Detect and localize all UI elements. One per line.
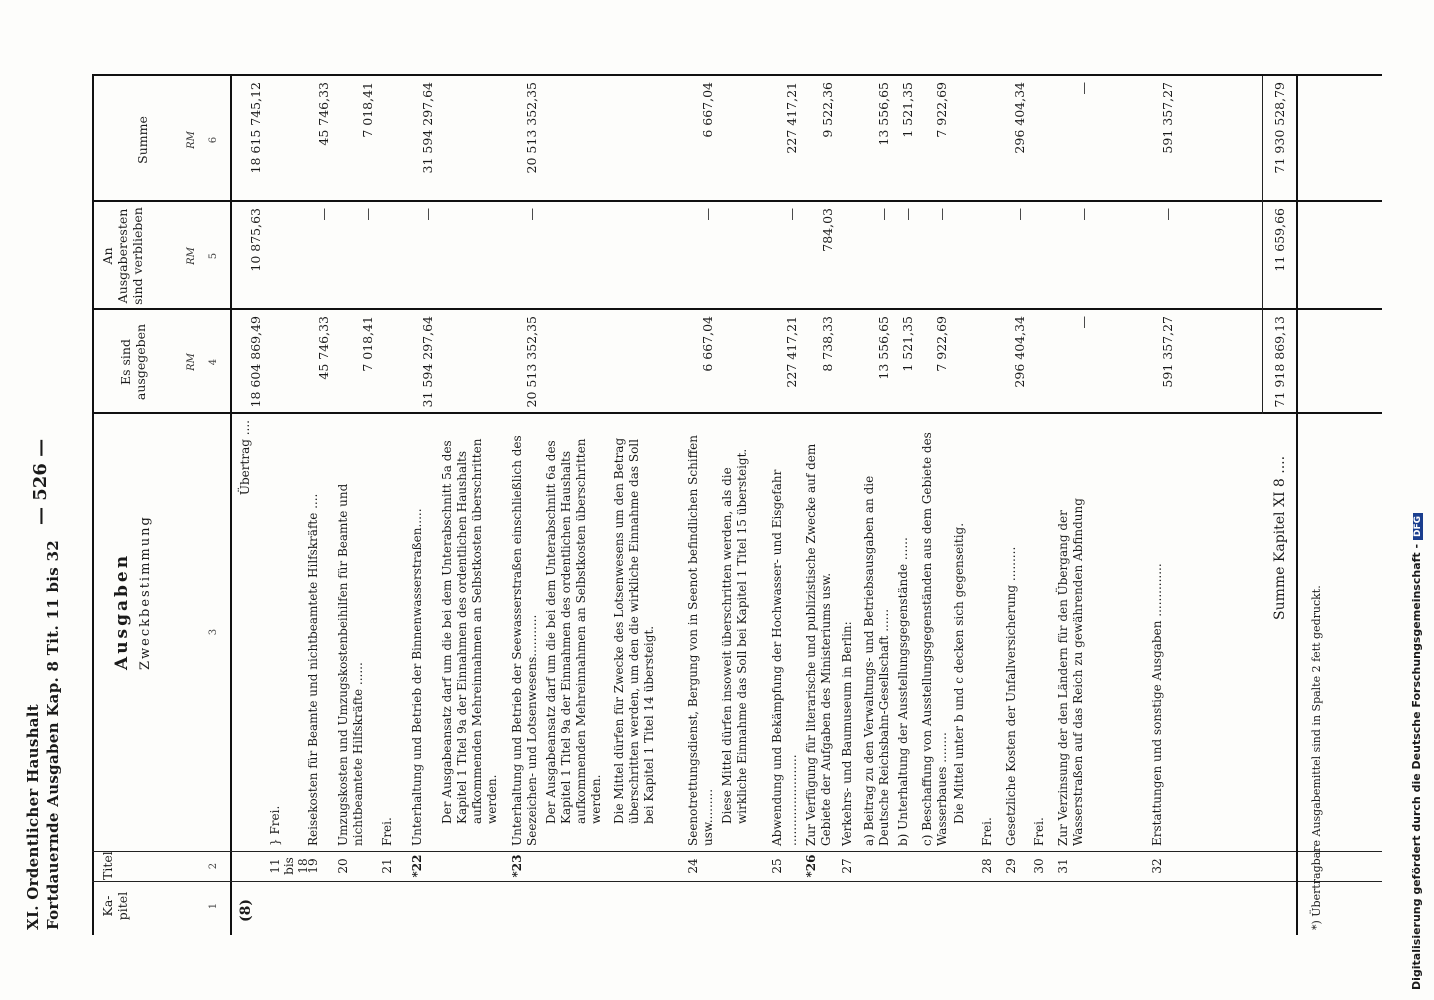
row-ausgabereste: — xyxy=(876,208,891,221)
total-c4: 71 918 869,13 xyxy=(1272,316,1287,408)
row-text: Zur Verfügung für literarische und publizistische Zwecke auf dem Gebiete der Aufgaben des Ministeriums usw. xyxy=(804,443,833,846)
unit-c6: RM xyxy=(186,131,197,149)
unit-c5: RM xyxy=(186,247,197,265)
row-text: a) Beitrag zu den Verwaltungs- und Betriebsausgaben an die Deutsche Reichsbahn-Gesellschaft ...... xyxy=(862,475,891,846)
row-titel: *22 xyxy=(410,854,424,878)
col-summe-header: Summe xyxy=(135,116,150,164)
table-top-rule xyxy=(92,75,94,935)
row-titel: *23 xyxy=(510,854,524,878)
row-titel: 31 xyxy=(1056,858,1070,874)
row-summe: 591 357,27 xyxy=(1160,82,1175,154)
row-summe: 31 594 297,64 xyxy=(420,82,435,174)
row-ausgabereste: — xyxy=(700,208,715,221)
colnum-3: 3 xyxy=(208,628,219,636)
row-ausgegeben: 7 018,41 xyxy=(360,316,375,372)
row-text: Der Ausgabeansatz darf um die bei dem Unterabschnitt 5a des Kapitel 1 Titel 9a der Einnahmen des ordentlichen Haushalts aufkommenden Mehreinnahmen an Selbstkosten überschritten werden. xyxy=(440,438,499,824)
row-text: c) Beschaffung von Ausstellungsgegenständen aus dem Gebiete des Wasserbaues ........ xyxy=(920,432,949,846)
row-ausgegeben: 6 667,04 xyxy=(700,316,715,372)
row-titel: 21 xyxy=(380,858,394,874)
row-titel: 24 xyxy=(686,858,700,874)
row-text: b) Unterhaltung der Ausstellungsgegenstände ...... xyxy=(896,537,910,846)
colnum-2: 2 xyxy=(208,862,219,870)
row-summe: 1 521,35 xyxy=(900,82,915,138)
row-titel: 20 xyxy=(336,858,350,874)
colnum-1: 1 xyxy=(208,902,219,910)
dfg-logo: DFG xyxy=(1413,513,1423,540)
col-divider-1 xyxy=(92,881,1382,882)
row-summe: 7 018,41 xyxy=(360,82,375,138)
table-right-rule xyxy=(92,74,1382,76)
row-summe: 227 417,21 xyxy=(784,82,799,154)
row-summe: 9 522,36 xyxy=(820,82,835,138)
col-titel-header: Titel xyxy=(100,851,115,880)
row-ausgabereste: — xyxy=(316,208,331,221)
row-ausgabereste: — xyxy=(524,208,539,221)
row-ausgabereste: — xyxy=(784,208,799,221)
row-ausgabereste: — xyxy=(1160,208,1175,221)
col-ausgegeben-header: Es sind ausgegeben xyxy=(118,323,148,401)
sum-rule xyxy=(1262,76,1263,414)
row-ausgegeben: 45 746,33 xyxy=(316,316,331,380)
digitization-note xyxy=(1398,0,1423,1000)
row-titel: 32 xyxy=(1150,858,1164,874)
row-text: Seenotrettungsdienst, Bergung von in Seenot befindlichen Schiffen usw......... xyxy=(686,435,715,846)
footnote: *) Übertragbare Ausgabemittel sind in Spalte 2 fett gedruckt. xyxy=(1310,585,1323,930)
colnum-5: 5 xyxy=(208,252,219,260)
row-text: Diese Mittel dürfen insoweit überschritten werden, als die wirkliche Einnahme das Soll bei Kapitel 1 Titel 15 übersteigt. xyxy=(720,448,749,824)
row-ausgegeben: 7 922,69 xyxy=(934,316,949,372)
row-text: } Frei. xyxy=(268,805,282,846)
row-titel: 25 xyxy=(770,858,784,874)
col-divider-3 xyxy=(92,412,1382,414)
col-divider-5 xyxy=(92,200,1382,202)
header-line-1: XI. Ordentlicher Haushalt xyxy=(24,703,42,930)
row-titel: 27 xyxy=(840,858,854,874)
row-ausgegeben: 296 404,34 xyxy=(1012,316,1027,388)
col-ausgaben-subtitle: Zweckbestimmung xyxy=(138,515,153,670)
row-text: Reisekosten für Beamte und nichtbeamtete Hilfskräfte .... xyxy=(306,493,320,846)
row-titel: *26 xyxy=(804,854,818,878)
row-text: Zur Verzinsung der den Ländern für den Übergang der Wasserstraßen auf das Reich zu gewährenden Abfindung xyxy=(1056,498,1085,846)
row-text: Die Mittel unter b und c decken sich gegenseitig. xyxy=(952,522,966,824)
row-ausgegeben: 20 513 352,35 xyxy=(524,316,539,408)
unit-c4: RM xyxy=(186,353,197,371)
row-text: Unterhaltung und Betrieb der Seewasserstraßen einschließlich des Seezeichen- und Lotsenwesens........... xyxy=(510,435,539,846)
row-ausgegeben: 8 738,33 xyxy=(820,316,835,372)
row-ausgabereste: — xyxy=(420,208,435,221)
row-ausgabereste: — xyxy=(900,208,915,221)
row-text: Frei. xyxy=(380,817,394,846)
row-summe: 45 746,33 xyxy=(316,82,331,146)
row-ausgabereste: — xyxy=(934,208,949,221)
row-text: Abwendung und Bekämpfung der Hochwasser- und Eisgefahr ........................ xyxy=(770,469,799,846)
row-summe: 18 615 745,12 xyxy=(248,82,263,174)
row-ausgegeben: 31 594 297,64 xyxy=(420,316,435,408)
row-titel: 19 xyxy=(306,858,320,874)
row-text: Frei. xyxy=(980,817,994,846)
row-ausgegeben: 13 556,65 xyxy=(876,316,891,380)
row-summe: 296 404,34 xyxy=(1012,82,1027,154)
row-text: Erstattungen und sonstige Ausgaben .............. xyxy=(1150,563,1164,846)
row-titel: 29 xyxy=(1004,858,1018,874)
row-ausgegeben: 227 417,21 xyxy=(784,316,799,388)
row-text: Verkehrs- und Baumuseum in Berlin: xyxy=(840,621,854,846)
row-ausgabereste: — xyxy=(1076,208,1091,221)
row-ausgegeben: 1 521,35 xyxy=(900,316,915,372)
colnum-6: 6 xyxy=(208,136,219,144)
row-summe: — xyxy=(1076,82,1091,95)
header-line-2: Fortdauernde Ausgaben Kap. 8 Tit. 11 bis 32 xyxy=(44,539,62,930)
row-text: Die Mittel dürfen für Zwecke des Lotsenwesens um den Betrag überschritten werden, um den die wirkliche Einnahme das Soll bei Kapitel 1 Titel 14 übersteigt. xyxy=(612,437,656,824)
col-kapitel-header: Ka-pitel xyxy=(100,891,130,921)
row-summe: 6 667,04 xyxy=(700,82,715,138)
row-text: Umzugskosten und Umzugskostenbeihilfen für Beamte und nichtbeamtete Hilfskräfte ...... xyxy=(336,483,365,846)
row-text: Übertrag .... xyxy=(238,420,252,496)
colnum-4: 4 xyxy=(208,358,219,366)
row-ausgegeben: 591 357,27 xyxy=(1160,316,1175,388)
row-ausgabereste: 10 875,63 xyxy=(248,208,263,272)
row-ausgabereste: — xyxy=(360,208,375,221)
row-text: Unterhaltung und Betrieb der Binnenwasserstraßen..... xyxy=(410,508,424,846)
col-ausgaben-title: Ausgaben xyxy=(112,552,132,670)
table-bottom-rule xyxy=(1296,75,1298,935)
row-ausgegeben: — xyxy=(1076,316,1091,329)
row-text: Gesetzliche Kosten der Unfallversicherung ......... xyxy=(1004,546,1018,846)
total-c6: 71 930 528,79 xyxy=(1272,82,1287,174)
total-label: Summe Kapitel XI 8 .... xyxy=(1272,455,1288,620)
row-summe: 13 556,65 xyxy=(876,82,891,146)
row-text: Der Ausgabeansatz darf um die bei dem Unterabschnitt 6a des Kapitel 1 Titel 9a der Einnahmen des ordentlichen Haushalts aufkommenden Mehreinnahmen an Selbstkosten überschritten werden. xyxy=(544,438,603,824)
row-ausgabereste: — xyxy=(1012,208,1027,221)
header-bottom-rule xyxy=(230,75,232,935)
col-divider-4 xyxy=(92,308,1382,310)
digitization-text: Digitalisierung gefördert durch die Deutsche Forschungsgemeinschaft - xyxy=(1410,543,1423,990)
total-c5: 11 659,66 xyxy=(1272,208,1287,272)
row-summe: 20 513 352,35 xyxy=(524,82,539,174)
row-titel: 11 bis 18 xyxy=(268,857,310,875)
row-ausgabereste: 784,03 xyxy=(820,208,835,252)
row-titel: 28 xyxy=(980,858,994,874)
row-titel: 30 xyxy=(1032,858,1046,874)
row-ausgegeben: 18 604 869,49 xyxy=(248,316,263,408)
page-number: — 526 — xyxy=(30,438,51,525)
col-ausgabereste-header: An Ausgaberesten sind verblieben xyxy=(100,207,145,305)
row-summe: 7 922,69 xyxy=(934,82,949,138)
row-text: Frei. xyxy=(1032,817,1046,846)
kapitel-number: (8) xyxy=(238,899,254,922)
